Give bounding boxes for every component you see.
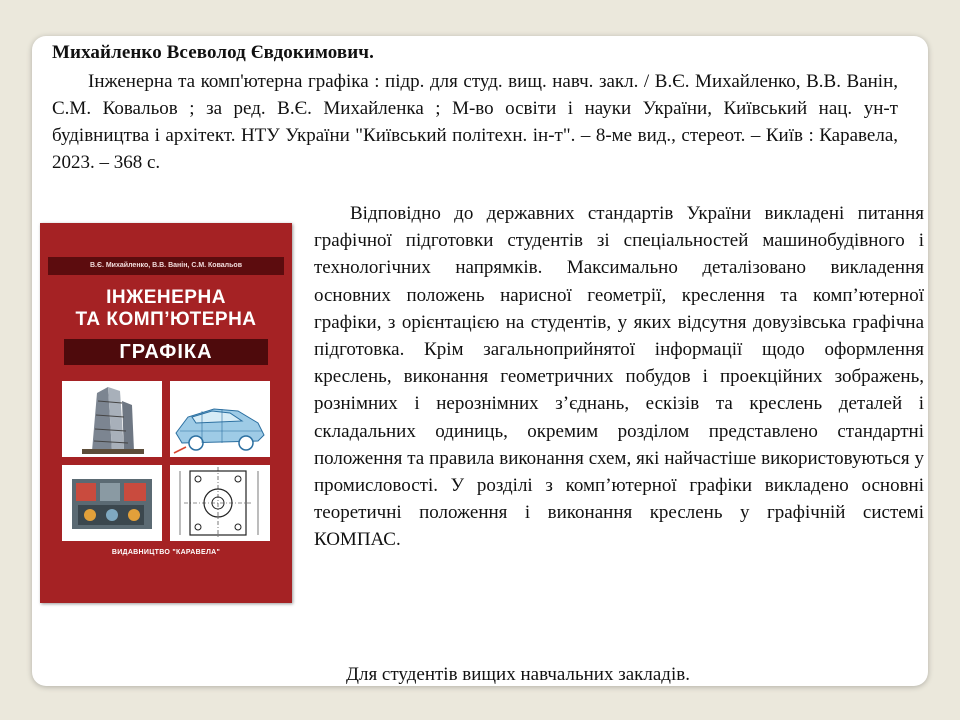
- cover-authors: В.Є. Михайленко, В.В. Ванін, С.М. Ковальов: [48, 257, 284, 275]
- car-model-illustration: [170, 381, 270, 457]
- tower-model-illustration: [62, 381, 162, 457]
- cover-illustrations: [62, 381, 270, 541]
- cover-title-line1: ІНЖЕНЕРНА: [106, 287, 226, 308]
- cover-title-line3: ГРАФІКА: [119, 341, 213, 363]
- cover-title-line2: ТА КОМП’ЮТЕРНА: [75, 309, 257, 330]
- engine-illustration: [62, 465, 162, 541]
- cover-publisher: ВИДАВНИЦТВО "КАРАВЕЛА": [111, 549, 221, 556]
- book-cover: [40, 223, 292, 603]
- technical-drawing-illustration: [170, 465, 270, 541]
- book-annotation: Відповідно до державних стандартів України викладені питання графічної підготовки студентів зі спеціальностей машинобудівного і технологічних напрямків. Максимально деталізовано викладення основних положень нарисної геометрії, креслення та комп’ютерної графіки, з орієнтацією на студентів, у яких відсутня довузівська графічна підготовка. Крім загальноприйнятої інформації щодо оформлення креслень, виконання геометричних побудов і проекційних зображень, рознімних і нерознімних з’єднань, ескізів та креслень деталей і складальних одиниць, окремим розділом представлено стандартні положення та правила виконання схем, які найчастіше використовуються у промисловості. У розділі з комп’ютерної графіки викладено основні теоретичні положення і виконання креслень у графічній системі КОМПАС.: [314, 203, 924, 551]
- book-author: Михайленко Всеволод Євдокимович.: [52, 42, 374, 63]
- book-audience: Для студентів вищих навчальних закладів.: [346, 664, 690, 685]
- bibliographic-description: Інженерна та комп'ютерна графіка : підр. для студ. вищ. навч. закл. / В.Є. Михайленко, В.В. Ванін, С.М. Ковальов ; за ред. В.Є. Михайленка ; М-во освіти і науки України, Київський нац. ун-т будівництва і архітект. НТУ України "Київський політехн. ін-т". – 8-ме вид., стереот. – Київ : Каравела, 2023. – 368 с.: [52, 71, 898, 173]
